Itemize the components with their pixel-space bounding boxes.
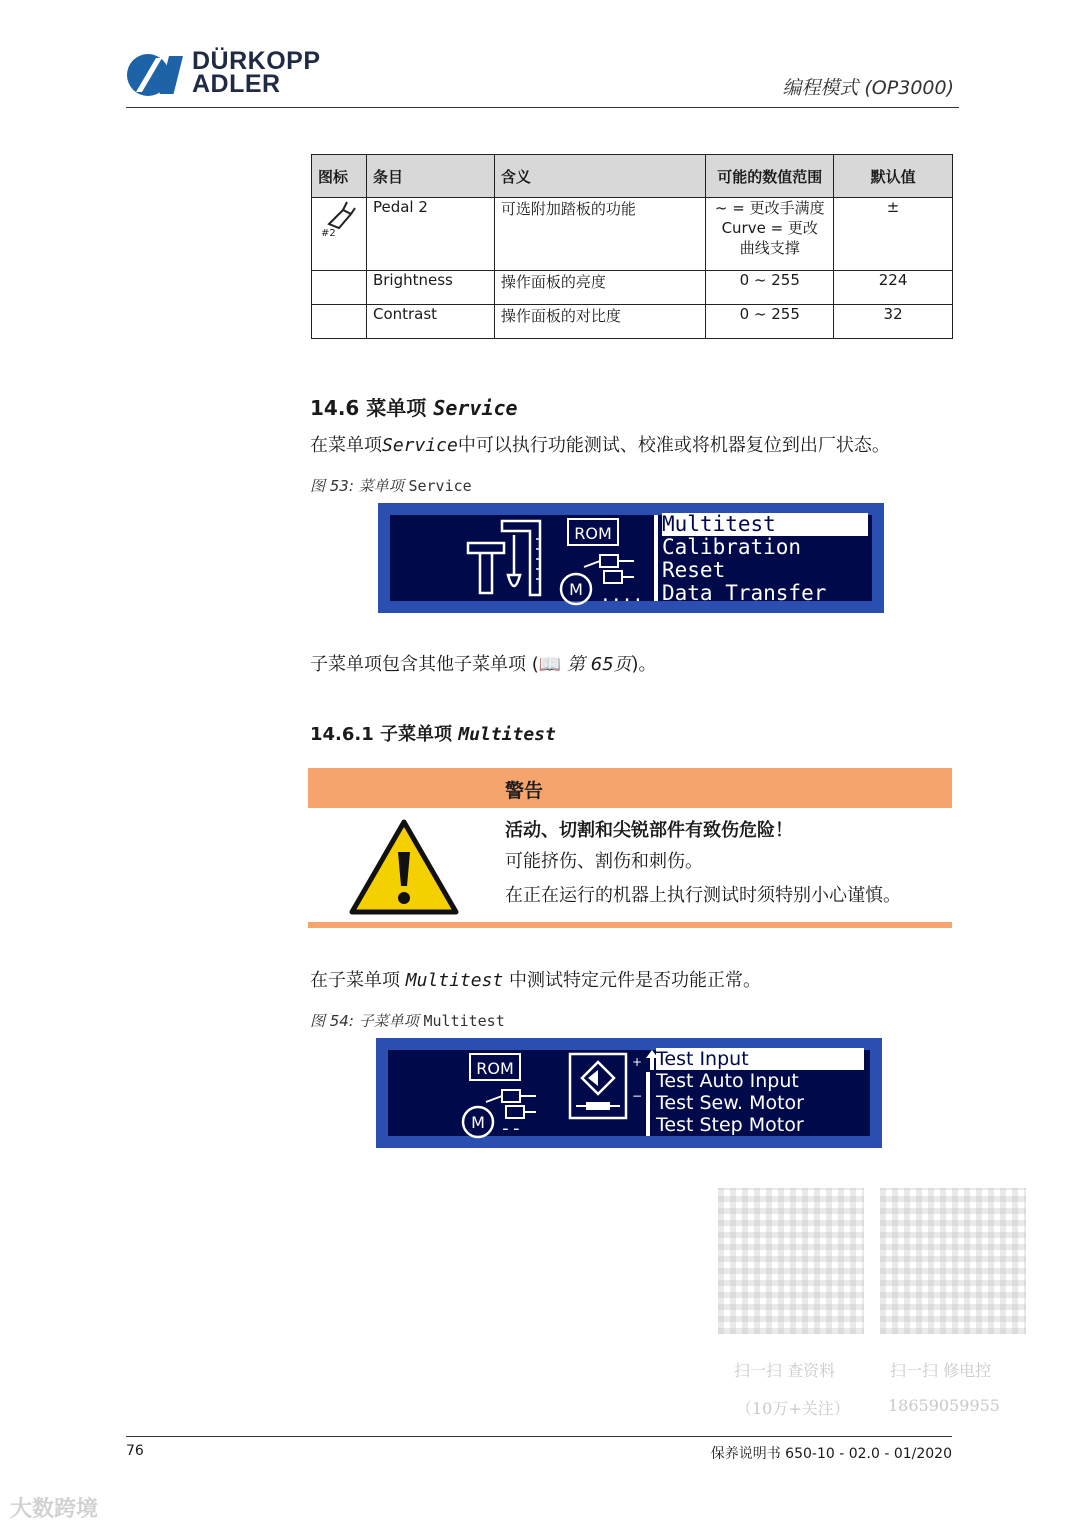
menu-item-test-auto-input[interactable]: Test Auto Input (656, 1070, 799, 1092)
item-cell: Brightness (366, 271, 494, 305)
table-row (312, 271, 953, 305)
figure-53-caption: 图 53: 菜单项 Service (310, 477, 472, 495)
submenu-note: 子菜单项包含其他子菜单项 (📖 第 65页)。 (310, 654, 657, 675)
more-dots: .... (600, 585, 644, 606)
menu-item-data-transfer[interactable]: Data Transfer (662, 581, 827, 605)
warning-bottom-bar (308, 922, 952, 928)
menu-item-test-step-motor[interactable]: Test Step Motor (656, 1114, 804, 1136)
meaning-cell: 可选附加踏板的功能 (494, 198, 706, 271)
section-14-6-1-paragraph: 在子菜单项 Multitest 中测试特定元件是否功能正常。 (310, 970, 762, 991)
header-title: 编程模式 (OP3000) (782, 77, 954, 99)
warning-title: 警告 (505, 780, 544, 802)
menu-item-multitest[interactable]: Multitest (662, 513, 868, 536)
item-cell: Pedal 2 (366, 198, 494, 271)
durkopp-adler-logo-mark (126, 52, 188, 98)
motor-icon (458, 1104, 528, 1140)
warning-line-1: 活动、切割和尖锐部件有致伤危险！ (505, 820, 793, 841)
figure-54-caption: 图 54: 子菜单项 Multitest (310, 1012, 505, 1030)
column-header: 可能的数值范围 (706, 155, 834, 198)
section-heading-14-6: 14.6 菜单项 Service (310, 396, 518, 420)
service-menu-list (662, 513, 868, 605)
display-divider (646, 1072, 650, 1136)
header-divider (126, 107, 959, 108)
page-number: 76 (126, 1443, 144, 1459)
default-cell: 32 (834, 305, 953, 339)
icon-cell (312, 198, 367, 271)
warning-header-bar (308, 768, 952, 808)
qr-left-caption-1: 扫一扫 查资料 (734, 1361, 836, 1380)
multitest-menu-list (656, 1048, 864, 1136)
book-icon: 📖 (538, 654, 562, 675)
rom-label: ROM (476, 1059, 514, 1078)
column-header: 条目 (366, 155, 494, 198)
default-cell: ± (834, 198, 953, 271)
sensor-input-icon (556, 1050, 646, 1136)
default-cell: 224 (834, 271, 953, 305)
qr-right-caption-2: 18659059955 (888, 1396, 1000, 1415)
menu-item-reset[interactable]: Reset (662, 558, 726, 582)
range-cell: 0 ~ 255 (706, 271, 834, 305)
watermark: 大数跨境 (10, 1497, 99, 1522)
section-14-6-paragraph: 在菜单项Service中可以执行功能测试、校准或将机器复位到出厂状态。 (310, 435, 890, 456)
warning-line-2: 可能挤伤、割伤和刺伤。 (505, 851, 703, 872)
motor-label: M (471, 1113, 485, 1132)
qr-code-right (880, 1188, 1026, 1334)
menu-item-test-input[interactable]: Test Input (656, 1048, 864, 1070)
rom-label: ROM (574, 524, 612, 543)
table-header-row (312, 155, 953, 198)
pedal-number-label: #2 (320, 228, 336, 239)
range-cell: ~ = 更改手满度 Curve = 更改 曲线支撑 (706, 198, 834, 271)
qr-left-caption-2: （10万+关注） (736, 1399, 850, 1418)
menu-item-test-sew-motor[interactable]: Test Sew. Motor (656, 1092, 804, 1114)
menu-item-calibration[interactable]: Calibration (662, 535, 802, 559)
column-header: 图标 (312, 155, 367, 198)
service-menu-display (378, 503, 884, 613)
plus-label: + (632, 1055, 643, 1069)
range-cell: 0 ~ 255 (706, 305, 834, 339)
icon-cell (312, 271, 367, 305)
multitest-menu-display (376, 1038, 882, 1148)
brand-name: DÜRKOPP ADLER (192, 47, 321, 98)
warning-line-3: 在正在运行的机器上执行测试时须特别小心谨慎。 (505, 885, 901, 906)
document-reference: 保养说明书 650-10 - 02.0 - 01/2020 (710, 1446, 952, 1462)
qr-right-caption-1: 扫一扫 修电控 (890, 1361, 992, 1380)
table-row (312, 198, 953, 271)
icon-cell (312, 305, 367, 339)
column-header: 默认值 (834, 155, 953, 198)
footer-divider (126, 1436, 952, 1437)
dashes: -- (500, 1118, 522, 1139)
section-heading-14-6-1: 14.6.1 子菜单项 Multitest (310, 724, 556, 745)
column-header: 含义 (494, 155, 706, 198)
warning-triangle-icon (348, 818, 460, 916)
display-divider (654, 515, 658, 601)
meaning-cell: 操作面板的对比度 (494, 305, 706, 339)
table-row (312, 305, 953, 339)
motor-label: M (569, 580, 583, 599)
meaning-cell: 操作面板的亮度 (494, 271, 706, 305)
pedal-2-icon (321, 198, 357, 238)
motor-icon (556, 571, 644, 607)
parameter-table (311, 154, 953, 339)
minus-label: − (632, 1089, 643, 1103)
qr-code-left (718, 1188, 864, 1334)
item-cell: Contrast (366, 305, 494, 339)
